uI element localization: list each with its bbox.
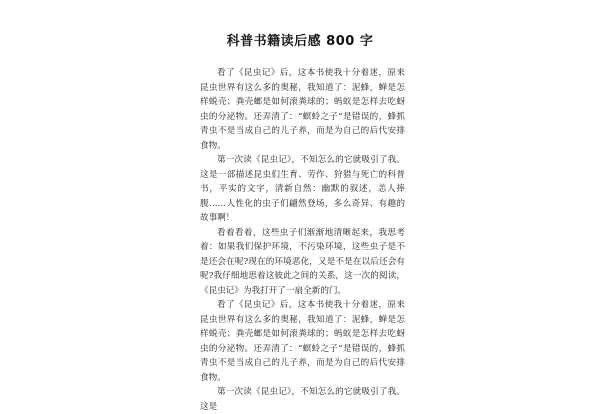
paragraph: 第一次读《昆虫记》，不知怎么的它就吸引了我。这是一部描述昆虫们生育、劳作、狩猎与死亡的科普书，平实的文字，清新自然：幽默的叙述，恙人捧腹……人性化的虫子们翩然登场，多么奇异、有趣的故事啊！ (200, 155, 405, 223)
paragraph: 第一次读《昆虫记》，不知怎么的它就吸引了我。这是 (200, 387, 405, 412)
paragraph: 看着看着，这些虫子们渐渐地清晰起来，我思考着：如果我们保护环境，不污染环境，这些虫子是不是还会在呢?现在的环境恶化，又是不是在以后还会有呢?我仔细地思着这彼此之间的关系，这一次的阅读，《昆虫记》为我打开了一扇全新的门。 (200, 227, 405, 296)
document-body (200, 66, 405, 414)
document-title: 科普书籍读后感 800 字 (226, 34, 374, 49)
paragraph: 看了《昆虫记》后，这本书使我十分着迷，原来昆虫世界有这么多的奥秘，我知道了：泥蜂，蝉是怎样蜕壳；粪壳螂是如何滚粪球的；蚂蚁是怎样去吃蚜虫的分泌物。还弄清了：“螟蛉之子”是错误的，蜂抓青虫不是当成自己的儿子养，而是为自己的后代安排食物。 (200, 300, 405, 383)
paragraph: 看了《昆虫记》后，这本书使我十分着迷，原来昆虫世界有这么多的奥秘，我知道了：泥蜂，蝉是怎样蜕壳；粪壳螂是如何滚粪球的；蚂蚁是怎样去吃蚜虫的分泌物。还弄清了：“螟蛉之子”是错误的，蜂抓青虫不是当成自己的儿子养，而是为自己的后代安排食物。 (200, 68, 405, 151)
